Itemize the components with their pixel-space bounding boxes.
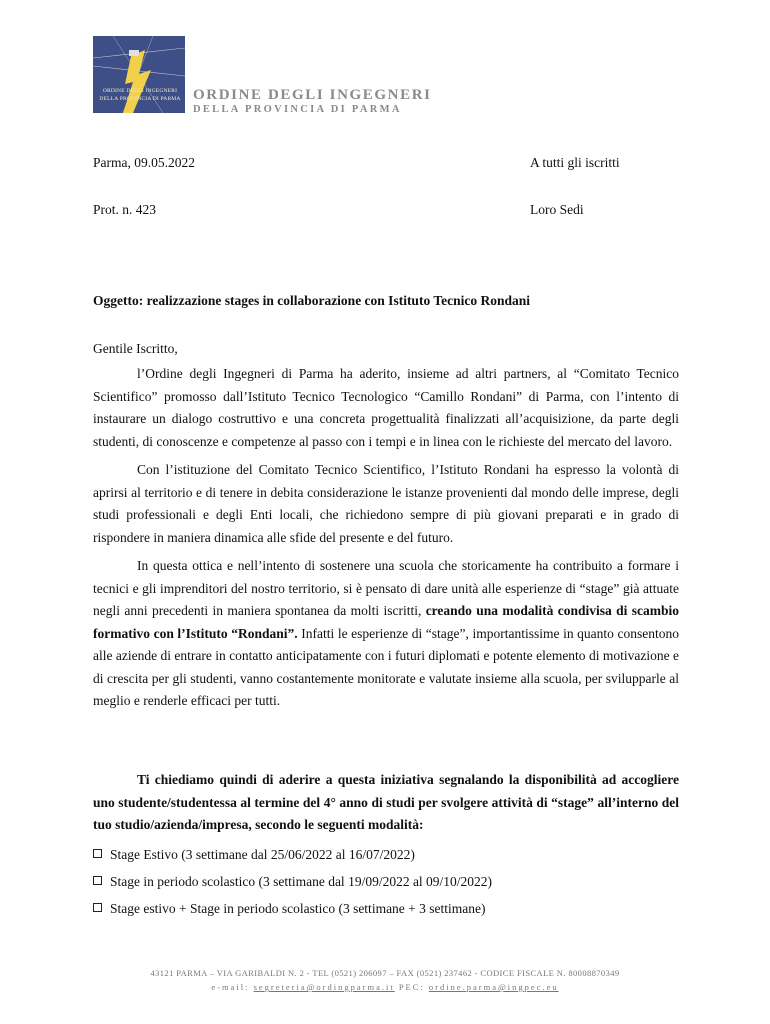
checkbox-icon[interactable] bbox=[93, 903, 102, 912]
recipient-location: Loro Sedi bbox=[530, 202, 584, 217]
checkbox-icon[interactable] bbox=[93, 849, 102, 858]
option-item bbox=[93, 874, 492, 890]
footer-address: 43121 PARMA – VIA GARIBALDI N. 2 - TEL (0521) 206097 – FAX (0521) 237462 - CODICE FISCALE N. 80008870349 bbox=[150, 968, 620, 978]
paragraph-2: Con l’istituzione del Comitato Tecnico Scientifico, l’Istituto Rondani ha espresso la volontà di aprirsi al territorio e di tenere in debita considerazione le istanze provenienti dal mondo delle imprese, degli studi professionali e degli Enti locali, che richiedono sempre di più giovani preparati e in grado di rispondere in maniera dinamica alle sfide del presente e del futuro. bbox=[93, 462, 679, 545]
option-label: Stage Estivo (3 settimane dal 25/06/2022 al 16/07/2022) bbox=[110, 847, 415, 862]
paragraph-3-text-b: Infatti le esperienze di “stage”, importantissime in quanto consentono alle aziende di entrare in contatto anticipatamente con i futuri diplomati e potente elemento di motivazione e di crescita per gli studenti, vanno costantemente monitorate e valutate insieme alla scuola, per svilupparle al meglio e renderle efficaci per tutti. bbox=[93, 625, 679, 708]
option-label: Stage estivo + Stage in periodo scolastico (3 settimane + 3 settimane) bbox=[110, 901, 486, 916]
salutation: Gentile Iscritto, bbox=[93, 341, 178, 356]
option-item bbox=[93, 847, 415, 863]
checkbox-icon[interactable] bbox=[93, 876, 102, 885]
pec-link[interactable]: ordine.parma@ingpec.eu bbox=[428, 982, 559, 992]
logo-text-line-2: DELLA PROVINCIA DI PARMA bbox=[99, 96, 181, 102]
option-item bbox=[93, 901, 486, 917]
email-label: e-mail: bbox=[211, 982, 254, 992]
logo bbox=[93, 36, 185, 113]
footer-contacts bbox=[0, 982, 770, 992]
place-date: Parma, 09.05.2022 bbox=[93, 155, 195, 170]
logo-text-line-1: ORDINE DEGLI INGEGNERI bbox=[102, 88, 178, 94]
letter-body bbox=[93, 363, 679, 713]
request-paragraph bbox=[93, 769, 679, 837]
recipient: A tutti gli iscritti bbox=[530, 155, 620, 170]
subject-line: Oggetto: realizzazione stages in collaborazione con Istituto Tecnico Rondani bbox=[93, 293, 530, 308]
paragraph-3-bold: creando una modalità condivisa di scambio formativo con l’Istituto “Rondani”. bbox=[93, 603, 679, 641]
pec-label: PEC: bbox=[394, 982, 429, 992]
org-subtitle: DELLA PROVINCIA DI PARMA bbox=[193, 104, 402, 115]
paragraph-1: l’Ordine degli Ingegneri di Parma ha aderito, insieme ad altri partners, al “Comitato Tecnico Scientifico” promosso dall’Istituto Tecnico Tecnologico “Camillo Rondani” di Parma, con l’intento di instaurare un dialogo costruttivo e una concreta progettualità finalizzati all’acquisizione, da parte degli studenti, di conoscenze e competenze al passo con i tempi e in linea con le richieste del mercato del lavoro. bbox=[93, 366, 679, 449]
email-link[interactable]: segreteria@ordingparma.it bbox=[253, 982, 395, 992]
paragraph-4: Ti chiediamo quindi di aderire a questa iniziativa segnalando la disponibilità ad accogliere uno studente/studentessa al termine del 4° anno di studi per svolgere attività di “stage” all’interno del tuo studio/azienda/impresa, secondo le seguenti modalità: bbox=[93, 772, 679, 832]
option-label: Stage in periodo scolastico (3 settimane dal 19/09/2022 al 09/10/2022) bbox=[110, 874, 493, 889]
org-name: ORDINE DEGLI INGEGNERI bbox=[193, 87, 432, 103]
paragraph-3-text-a: In questa ottica e nell’intento di sostenere una scuola che storicamente ha contribuito a formare i tecnici e gli imprenditori del nostro territorio, si è pensato di dare unità alle esperienze di “stage” già attuate negli anni precedenti in maniera spontanea da molti iscritti, bbox=[93, 558, 679, 618]
paragraph-3 bbox=[93, 555, 679, 713]
protocol-number: Prot. n. 423 bbox=[93, 202, 157, 217]
